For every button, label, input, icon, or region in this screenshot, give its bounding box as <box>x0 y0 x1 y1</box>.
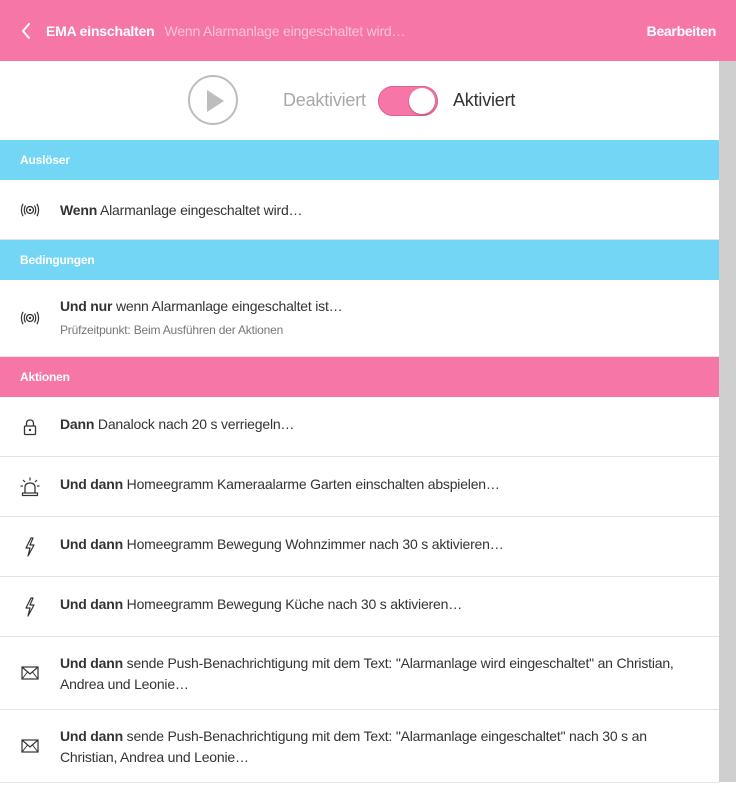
action-row[interactable] <box>0 637 719 710</box>
lightning-icon <box>20 597 40 617</box>
chevron-left-icon <box>21 23 31 39</box>
siren-icon <box>20 477 40 497</box>
alarm-icon <box>20 308 40 328</box>
trigger-text <box>60 200 699 221</box>
action-description: Homeegramm Bewegung Küche nach 30 s aktivieren… <box>126 596 462 612</box>
section-header-conditions: Bedingungen <box>0 240 719 280</box>
homeegram-detail <box>0 61 719 785</box>
status-row <box>0 61 719 140</box>
page-title: EMA einschalten <box>46 22 155 39</box>
condition-row[interactable] <box>0 280 719 357</box>
back-button[interactable] <box>0 0 46 61</box>
play-button[interactable] <box>188 75 238 125</box>
action-prefix: Und dann <box>60 596 123 612</box>
action-text <box>60 474 699 495</box>
action-description: Danalock nach 20 s verriegeln… <box>97 416 295 432</box>
edit-button[interactable]: Bearbeiten <box>646 22 716 39</box>
condition-text <box>60 296 699 338</box>
play-icon <box>205 89 225 113</box>
condition-description: wenn Alarmanlage eingeschaltet ist… <box>115 298 343 314</box>
action-row[interactable] <box>0 397 719 457</box>
section-header-actions: Aktionen <box>0 357 719 397</box>
deactivated-label: Deaktiviert <box>283 90 366 110</box>
action-row[interactable] <box>0 577 719 637</box>
action-prefix: Und dann <box>60 655 123 671</box>
action-text <box>60 653 699 695</box>
action-prefix: Und dann <box>60 476 123 492</box>
action-row[interactable] <box>0 517 719 577</box>
activated-label: Aktiviert <box>453 90 516 110</box>
action-prefix: Und dann <box>60 728 123 744</box>
alarm-icon <box>20 200 40 220</box>
action-prefix: Und dann <box>60 536 123 552</box>
action-text <box>60 594 699 615</box>
trigger-description: Alarmanlage eingeschaltet wird… <box>99 202 303 218</box>
active-toggle[interactable] <box>378 86 438 116</box>
action-description: sende Push-Benachrichtigung mit dem Text: "Alarmanlage eingeschaltet" nach 30 s an Christian, Andrea und Leonie… <box>60 728 647 765</box>
action-description: Homeegramm Kameraalarme Garten einschalten abspielen… <box>126 476 500 492</box>
trigger-prefix: Wenn <box>60 202 98 218</box>
action-row[interactable] <box>0 457 719 517</box>
action-prefix: Dann <box>60 416 95 432</box>
scrollbar[interactable] <box>719 61 736 785</box>
action-description: sende Push-Benachrichtigung mit dem Text: "Alarmanlage wird eingeschaltet" an Christian, Andrea und Leonie… <box>60 655 674 692</box>
lock-icon <box>20 417 40 437</box>
envelope-icon <box>20 736 40 756</box>
action-text <box>60 414 699 435</box>
scrollbar-thumb[interactable] <box>719 61 736 782</box>
action-text <box>60 534 699 555</box>
section-header-triggers: Auslöser <box>0 140 719 180</box>
app-header <box>0 0 736 61</box>
action-row[interactable] <box>0 710 719 783</box>
condition-prefix: Und nur <box>60 298 113 314</box>
envelope-icon <box>20 663 40 683</box>
lightning-icon <box>20 537 40 557</box>
action-text <box>60 726 699 768</box>
condition-check-time: Prüfzeitpunkt: Beim Ausführen der Aktionen <box>60 323 284 337</box>
page-subtitle: Wenn Alarmanlage eingeschaltet wird… <box>164 22 406 39</box>
action-description: Homeegramm Bewegung Wohnzimmer nach 30 s aktivieren… <box>126 536 504 552</box>
trigger-row[interactable] <box>0 180 719 240</box>
toggle-knob <box>409 88 435 114</box>
